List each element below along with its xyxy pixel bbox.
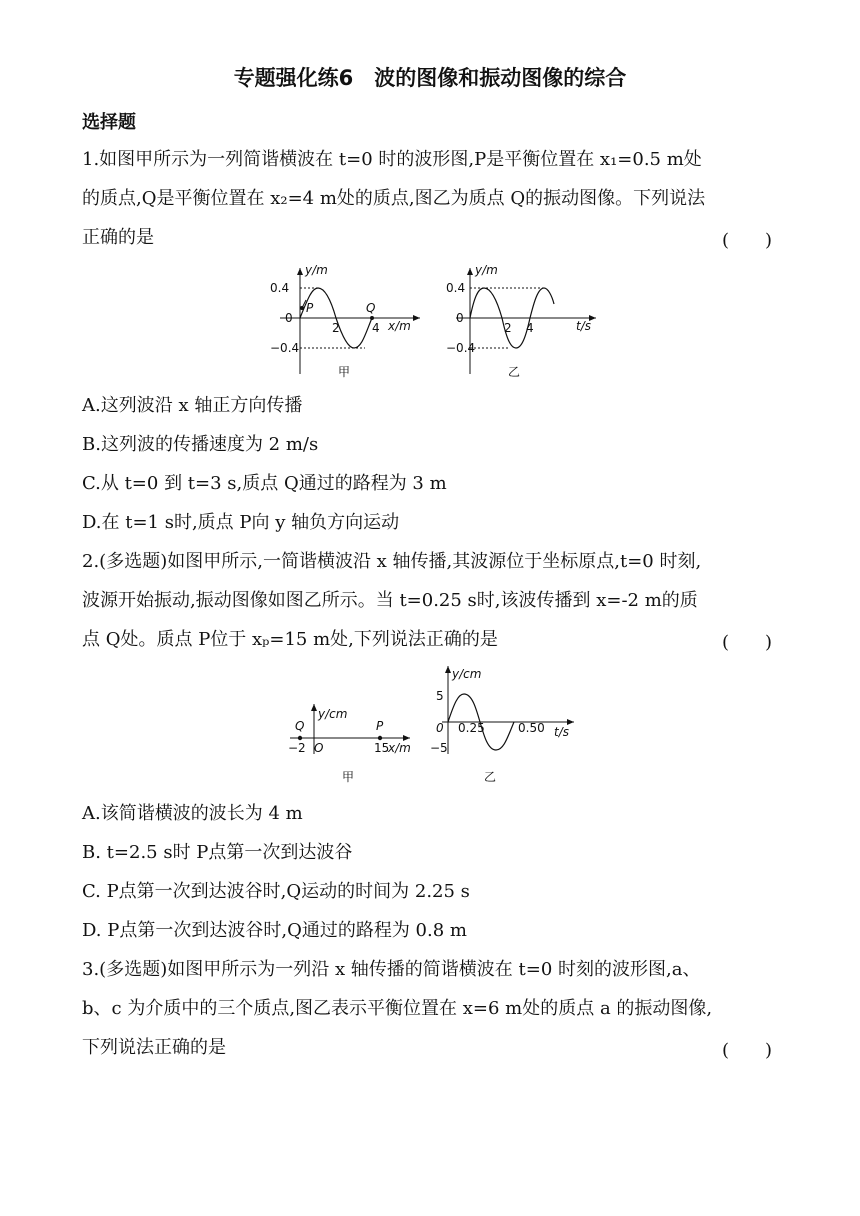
svg-text:y/m: y/m: [475, 263, 498, 277]
q2-option-c: C. P点第一次到达波谷时,Q运动的时间为 2.25 s: [82, 881, 470, 902]
svg-text:O: O: [314, 741, 324, 755]
svg-text:甲: 甲: [342, 770, 355, 784]
svg-text:t/s: t/s: [554, 725, 569, 739]
q1-answer-bracket: ( ): [722, 230, 773, 251]
svg-text:0: 0: [285, 311, 293, 325]
q1-stem-line-1: 1.如图甲所示为一列简谐横波在 t=0 时的波形图,P是平衡位置在 x₁=0.5 m处: [82, 149, 702, 170]
point-p: [378, 736, 382, 740]
q3-answer-bracket: ( ): [722, 1040, 773, 1061]
q1-stem-line-2: 的质点,Q是平衡位置在 x₂=4 m处的质点,图乙为质点 Q的振动图像。下列说法: [82, 188, 706, 209]
svg-text:−5: −5: [430, 741, 448, 755]
q2-stem-line-1: 2.(多选题)如图甲所示,一简谐横波沿 x 轴传播,其波源位于坐标原点,t=0 时刻,: [82, 551, 702, 572]
svg-text:0.50: 0.50: [518, 721, 545, 735]
svg-text:y/cm: y/cm: [318, 707, 348, 721]
q1-figure-yi: [446, 262, 606, 380]
q2-option-d: D. P点第一次到达波谷时,Q通过的路程为 0.8 m: [82, 920, 467, 941]
svg-text:2: 2: [332, 321, 340, 335]
q3-stem-line-3: 下列说法正确的是: [82, 1037, 226, 1058]
svg-text:4: 4: [526, 321, 534, 335]
svg-text:y/m: y/m: [305, 263, 328, 277]
svg-text:x/m: x/m: [388, 741, 411, 755]
svg-text:x/m: x/m: [388, 319, 411, 333]
svg-text:2: 2: [504, 321, 512, 335]
svg-text:−0.4: −0.4: [446, 341, 476, 355]
svg-text:甲: 甲: [338, 365, 351, 379]
q1-option-c: C.从 t=0 到 t=3 s,质点 Q通过的路程为 3 m: [82, 473, 447, 494]
svg-text:4: 4: [372, 321, 380, 335]
q1-option-d: D.在 t=1 s时,质点 P向 y 轴负方向运动: [82, 512, 400, 533]
svg-text:−0.4: −0.4: [270, 341, 300, 355]
svg-text:−2: −2: [288, 741, 306, 755]
q2-figure-jia: [284, 700, 414, 786]
q2-figure-yi: [428, 662, 578, 786]
point-q: [370, 316, 374, 320]
section-heading: 选择题: [82, 112, 136, 133]
svg-text:t/s: t/s: [576, 319, 591, 333]
q1-option-a: A.这列波沿 x 轴正方向传播: [82, 395, 303, 416]
svg-text:0: 0: [456, 311, 464, 325]
svg-text:Q: Q: [295, 719, 305, 733]
svg-text:15: 15: [374, 741, 390, 755]
page-title: 专题强化练6 波的图像和振动图像的综合: [233, 66, 627, 90]
q1-figure-jia: [270, 262, 430, 380]
svg-text:5: 5: [436, 689, 444, 703]
svg-text:乙: 乙: [484, 770, 497, 784]
svg-text:0: 0: [436, 721, 444, 735]
svg-text:0.25: 0.25: [458, 721, 485, 735]
svg-text:0.4: 0.4: [446, 281, 466, 295]
svg-text:P: P: [376, 719, 384, 733]
svg-text:0.4: 0.4: [270, 281, 290, 295]
svg-text:P: P: [306, 301, 314, 315]
q2-option-b: B. t=2.5 s时 P点第一次到达波谷: [82, 842, 353, 863]
q2-stem-line-2: 波源开始振动,振动图像如图乙所示。当 t=0.25 s时,该波传播到 x=-2 m的质: [82, 590, 698, 611]
q1-stem-line-3: 正确的是: [82, 227, 154, 248]
q2-answer-bracket: ( ): [722, 632, 773, 653]
q2-option-a: A.该简谐横波的波长为 4 m: [82, 803, 303, 824]
svg-text:乙: 乙: [508, 365, 521, 379]
q1-option-b: B.这列波的传播速度为 2 m/s: [82, 434, 319, 455]
q3-stem-line-2: b、c 为介质中的三个质点,图乙表示平衡位置在 x=6 m处的质点 a 的振动图像,: [82, 998, 713, 1019]
point-q: [298, 736, 302, 740]
q2-stem-line-3: 点 Q处。质点 P位于 xₚ=15 m处,下列说法正确的是: [82, 629, 498, 650]
q3-stem-line-1: 3.(多选题)如图甲所示为一列沿 x 轴传播的简谐横波在 t=0 时刻的波形图,a、: [82, 959, 701, 980]
svg-text:Q: Q: [366, 301, 376, 315]
svg-text:y/cm: y/cm: [452, 667, 482, 681]
